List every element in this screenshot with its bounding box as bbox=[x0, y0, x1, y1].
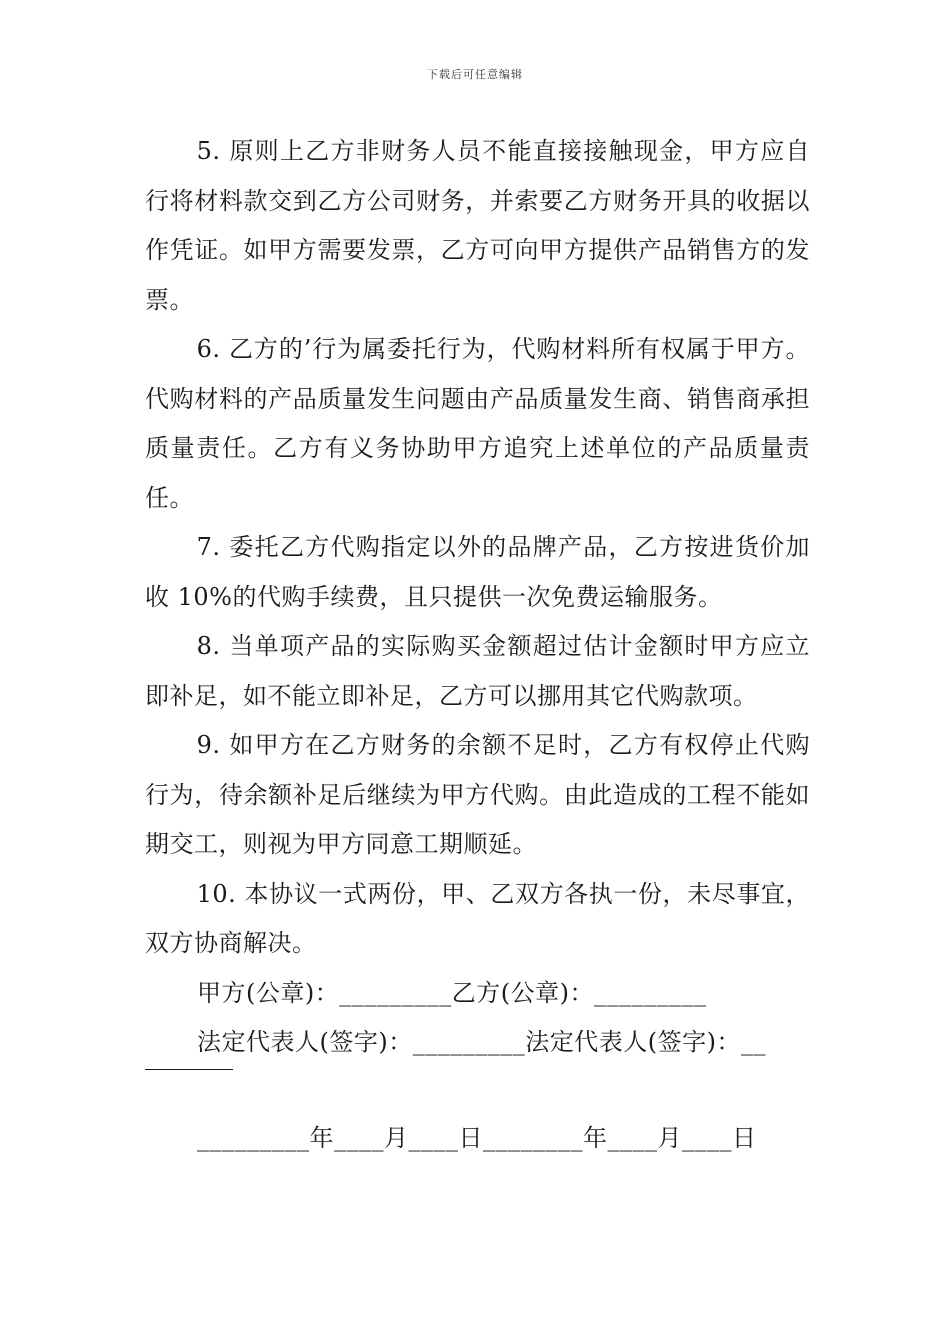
signature-block bbox=[145, 969, 810, 1164]
representative-line: 法定代表人(签字)：_________法定代表人(签字)：__ bbox=[197, 1028, 766, 1056]
seal-line: 甲方(公章)：_________乙方(公章)：_________ bbox=[197, 978, 707, 1007]
document-body bbox=[145, 127, 810, 1163]
clause-9: 9. 如甲方在乙方财务的余额不足时，乙方有权停止代购行为，待余额补足后继续为甲方代购。由此造成的工程不能如期交工，则视为甲方同意工期顺延。 bbox=[145, 731, 810, 858]
clause-6: 6. 乙方的’行为属委托行为，代购材料所有权属于甲方。代购材料的产品质量发生问题由产品质量发生商、销售商承担质量责任。乙方有义务协助甲方追究上述单位的产品质量责任。 bbox=[145, 335, 810, 512]
clause-7: 7. 委托乙方代购指定以外的品牌产品，乙方按进货价加收 10%的代购手续费，且只提供一次免费运输服务。 bbox=[145, 533, 810, 611]
date-line: _________年____月____日________年____月____日 bbox=[197, 1123, 757, 1152]
clause-8: 8. 当单项产品的实际购买金额超过估计金额时甲方应立即补足，如不能立即补足，乙方可以挪用其它代购款项。 bbox=[145, 632, 810, 710]
page-header-note: 下载后可任意编辑 bbox=[427, 68, 523, 81]
clause-5: 5. 原则上乙方非财务人员不能直接接触现金，甲方应自行将材料款交到乙方公司财务，并索要乙方财务开具的收据以作凭证。如甲方需要发票，乙方可向甲方提供产品销售方的发票。 bbox=[145, 137, 810, 314]
representative-line-continuation bbox=[145, 1068, 810, 1108]
signature-underline bbox=[145, 1068, 233, 1070]
clause-10: 10. 本协议一式两份，甲、乙双方各执一份，未尽事宜，双方协商解决。 bbox=[145, 879, 810, 957]
